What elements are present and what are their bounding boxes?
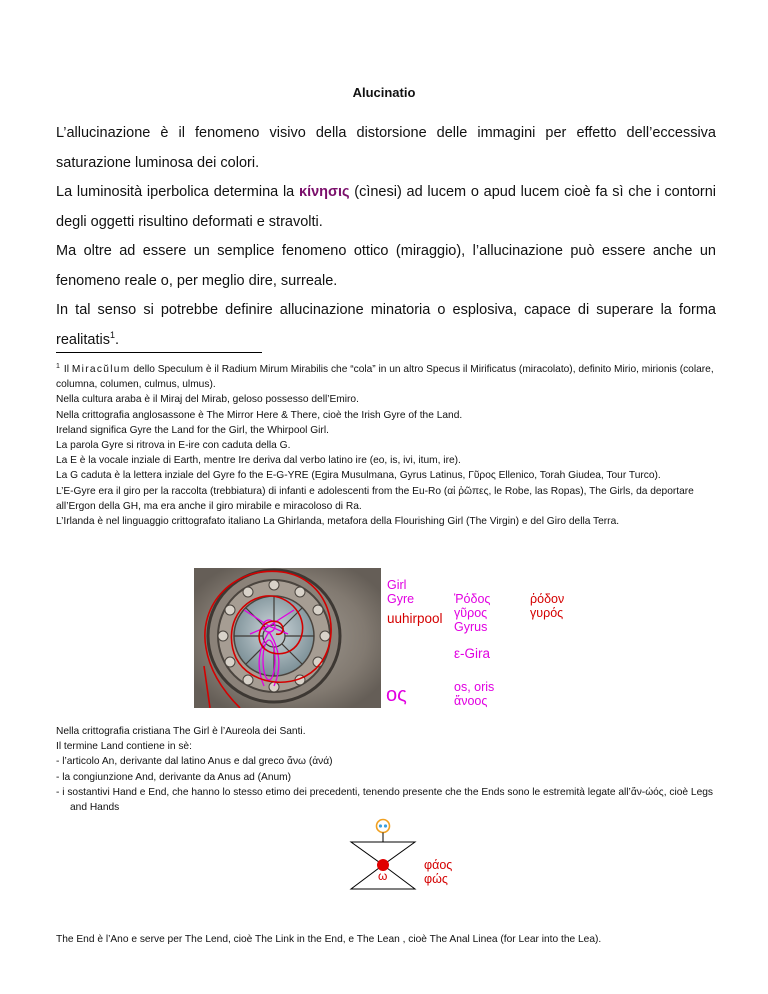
fn-l1-post: dello Speculum è il Radium Mirum Mirabilis che “cola” in un altro Specus il Mirificatus (miracolato), definito Mirio, mirionis (colare, columna, columen, culmus, ulmus). <box>56 364 714 391</box>
main-text <box>56 119 716 355</box>
closing-line: The End è l’Ano e serve per The Lend, cioè The Link in the End, e The Lean , cioè The Anal Linea (for Lear into the Lea). <box>56 934 602 945</box>
footnote-line-7: La G caduta è la lettera inziale del Gyre fo the E-G-YRE (Egira Musulmana, Gyrus Latinus, Γῦρος Ellenico, Torah Giudea, Tour Turco). <box>56 470 661 482</box>
label-phos: φώς <box>424 872 448 886</box>
hourglass-omega: ω <box>378 869 388 883</box>
label-rodos-cap: Ῥόδος <box>454 592 491 606</box>
section-two <box>56 724 718 815</box>
label-os-oris: os, oris <box>454 680 495 694</box>
label-gyrus: Gyrus <box>454 620 488 634</box>
hourglass-labels <box>424 858 452 886</box>
footnote-line-2: Nella cultura araba è il Miraj del Mirab, geloso possesso dell’Emiro. <box>56 394 359 406</box>
section2-line-2: Il termine Land contiene in sè: <box>56 741 192 753</box>
document-title: Alucinatio <box>352 85 416 100</box>
footnote-line-8: L’E-Gyre era il giro per la raccolta (trebbiatura) di infanti e adolescenti from the Eu-Ro (αἱ ῥῶπες, le Robe, las Ropas), The Girls, da deportare all’Ergon della GH, ma era anche il giro mirabile e miracoloso di Ra. <box>56 485 694 512</box>
label-gyre: Gyre <box>387 592 415 606</box>
footnote-marker: 1 <box>56 362 60 370</box>
label-phaos: φάος <box>424 858 453 872</box>
paragraph-3: Ma oltre ad essere un semplice fenomeno ottico (miraggio), l’allucinazione può essere anche un fenomeno reale o, per meglio dire, surreale. <box>56 243 716 289</box>
footnote-line-1 <box>56 362 716 392</box>
label-rodon-group <box>530 592 564 620</box>
footnote-line-9: L’Irlanda è nel linguaggio crittografato italiano La Ghirlanda, metafora della Flourishing Girl (The Virgin) e del Giro della Terra. <box>56 516 620 528</box>
footnote-line-3: Nella crittografia anglosassone è The Mirror Here & There, cioè the Irish Gyre of the Land. <box>56 409 463 421</box>
paragraph-4 <box>56 296 716 355</box>
p2-end: (cìnesi) ad lucem o apud lucem cioè fa sì che i contorni degli oggetti risultino deformati e stravolti. <box>56 184 716 230</box>
label-rodos-group <box>454 592 490 634</box>
rose-window-drawing <box>194 568 381 708</box>
label-os-group <box>454 680 494 708</box>
greek-kinesis: κίνησις <box>298 184 350 200</box>
label-epsilon-gira: ε-Gira <box>454 646 491 661</box>
footnote <box>56 362 716 529</box>
label-guros: γυρός <box>530 606 564 620</box>
label-anoos: ἄνοος <box>454 694 488 708</box>
paragraph-1: L’allucinazione è il fenomeno visivo della distorsione delle immagini per effetto dell’eccessiva saturazione luminosa dei colori. <box>56 125 716 171</box>
label-os-symbol: ος <box>386 684 407 706</box>
label-rodon: ῥόδον <box>530 592 565 606</box>
footnote-line-5: La parola Gyre si ritrova in E-ire con caduta della G. <box>56 440 291 452</box>
label-girl-gyre <box>387 578 414 606</box>
footnote-ref[interactable]: 1 <box>110 329 116 340</box>
footnote-separator <box>56 352 262 353</box>
fn-l1-pre: Il <box>63 364 72 375</box>
footnote-line-4: Ireland significa Gyre the Land for the Girl, the Whirpool Girl. <box>56 424 329 436</box>
footnote-line-6: La E è la vocale inziale di Earth, mentre Ire deriva dal verbo latino ire (eo, is, ivi, itum, ire). <box>56 455 461 467</box>
bullet-2: - la congiunzione And, derivante da Anus ad (Anum) <box>56 771 292 783</box>
rose-window-image <box>194 568 381 708</box>
section2-line-1: Nella crittografia cristiana The Girl è l’Aureola dei Santi. <box>56 726 306 737</box>
p2-start: La luminosità iperbolica determina la <box>56 184 299 200</box>
bullet-3: - i sostantivi Hand e End, che hanno lo stesso etimo dei precedenti, tenendo presente che the Ends sono le estremità legate all’ἄν-ώός, cioè Legs and Hands <box>56 786 713 814</box>
bullet-1: - l’articolo An, derivante dal latino Anus e dal greco ἄνω (ἀνά) <box>56 756 333 768</box>
fn-miraculum: Miracŭlum <box>71 364 131 375</box>
label-girl: Girl <box>387 578 407 592</box>
p4-text: In tal senso si potrebbe definire allucinazione minatoria o esplosiva, capace di superare la forma realitatis <box>56 302 716 348</box>
paragraph-2 <box>56 178 716 237</box>
label-whirlpool: uuhirpool <box>387 611 443 626</box>
label-guros-cap: γῦρος <box>454 606 488 620</box>
p4-period: . <box>115 331 120 348</box>
